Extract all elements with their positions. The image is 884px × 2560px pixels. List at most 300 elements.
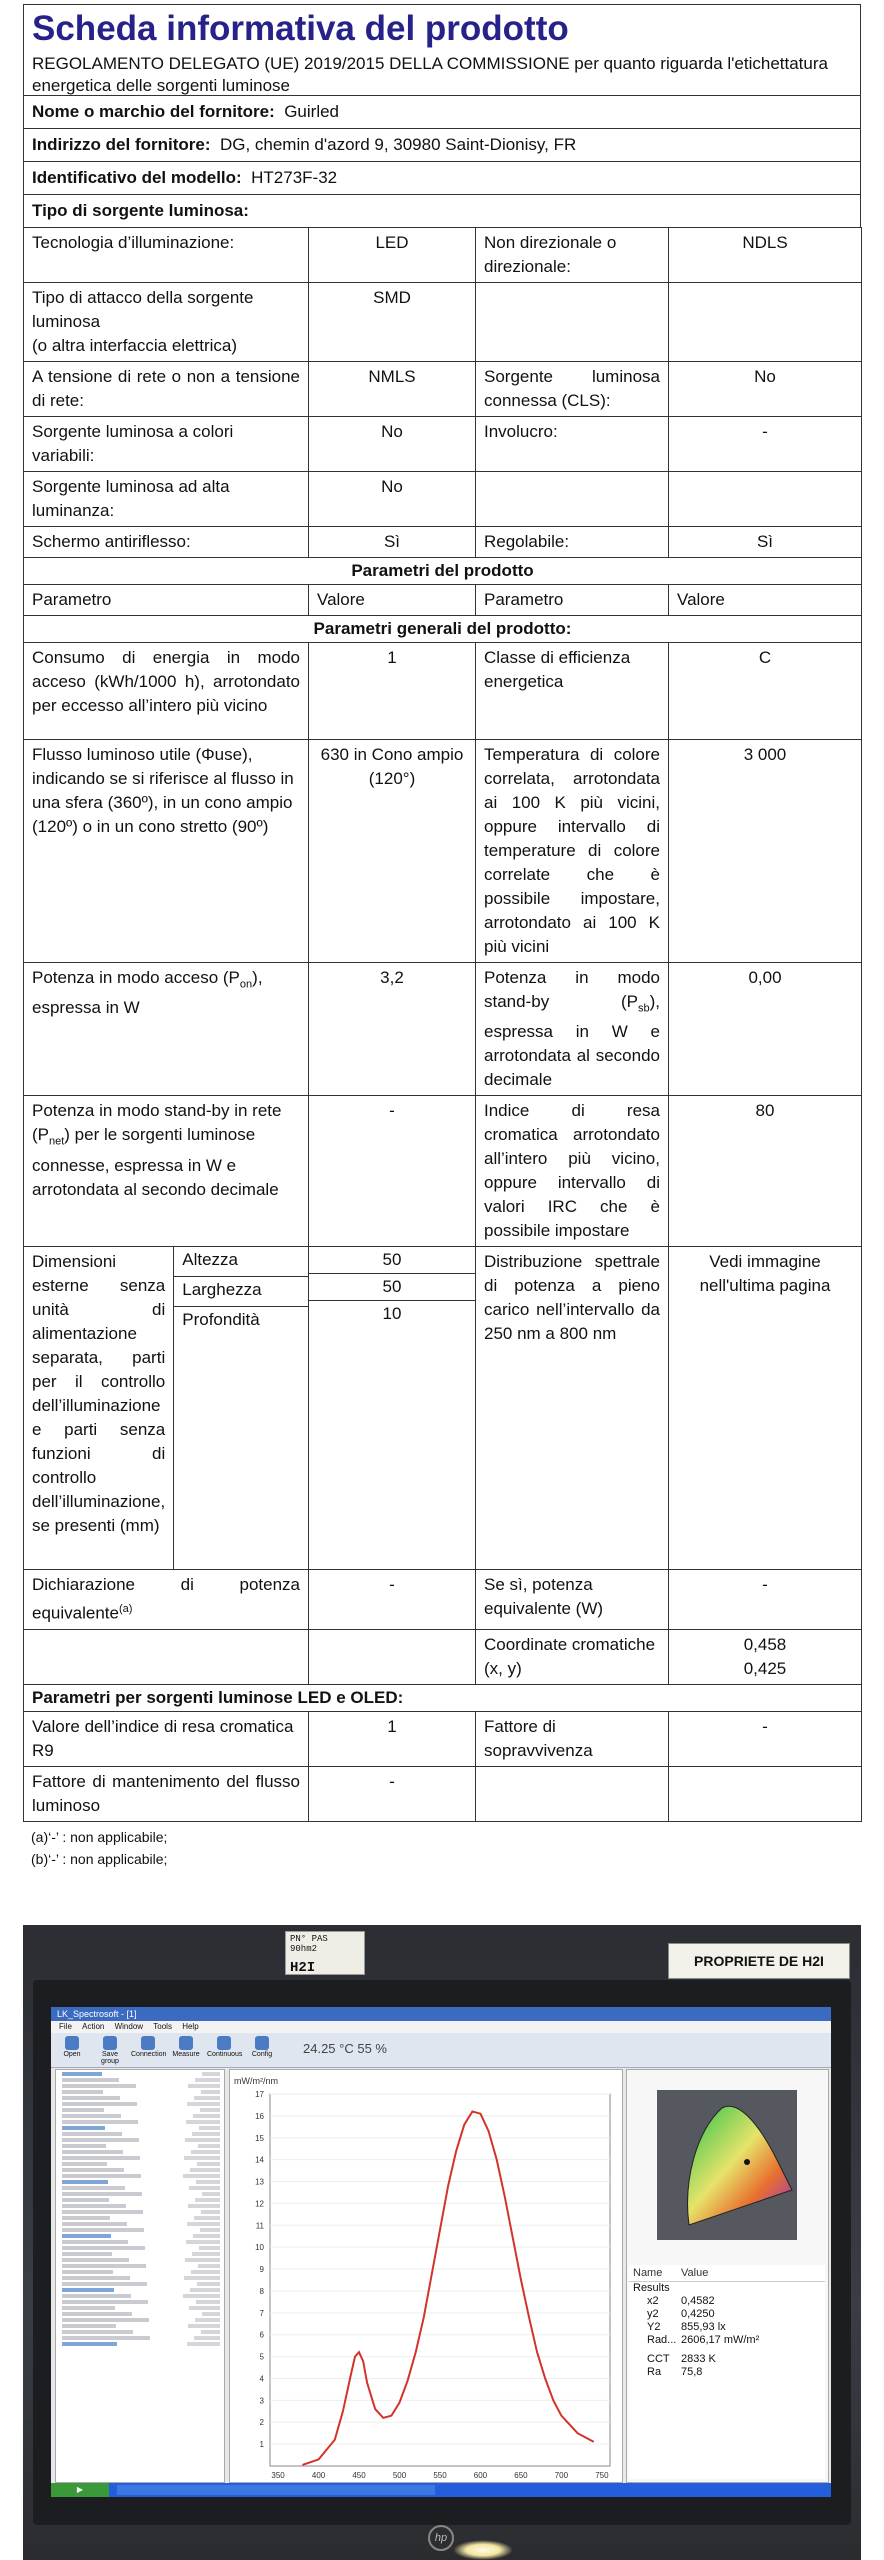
result-row (629, 2334, 825, 2347)
table-row (24, 1570, 862, 1630)
table-row (24, 1712, 862, 1767)
mains-value: NMLS (309, 362, 476, 417)
tree-row[interactable] (56, 2244, 224, 2250)
y-tick-label: 2 (259, 2418, 264, 2428)
x-tick-label: 600 (473, 2471, 488, 2480)
nondir-label: Non direzionale o direzionale: (476, 228, 669, 283)
x-tick-label: 500 (392, 2471, 407, 2480)
width-label: Larghezza (174, 1277, 308, 1307)
pnet-sub: net (49, 1135, 65, 1148)
result-name: y2 (647, 2308, 659, 2320)
tree-row-value (189, 2306, 220, 2310)
result-value: 855,93 lx (681, 2321, 726, 2333)
tree-row-value (184, 2156, 220, 2160)
tree-row-label (62, 2270, 113, 2274)
result-value: 2833 K (681, 2353, 716, 2365)
y-tick-label: 3 (259, 2396, 264, 2406)
model-row (23, 161, 861, 194)
measure-label: Measure (172, 2051, 200, 2058)
table-row (24, 616, 862, 643)
class-label: Classe di efficienza energetica (476, 643, 669, 740)
tree-row-label (62, 2234, 111, 2238)
results-group-label: Results (633, 2282, 670, 2294)
tree-row[interactable] (56, 2280, 224, 2286)
result-name: Ra (647, 2366, 662, 2378)
table-row (24, 585, 862, 616)
tree-row-value (200, 2228, 220, 2232)
chroma-values (669, 1630, 862, 1685)
tree-row-value (185, 2138, 220, 2142)
taskbar-item[interactable] (329, 2485, 435, 2495)
y-tick-label: 11 (255, 2221, 264, 2231)
connection-label: Connection (131, 2051, 167, 2058)
dims-inner-table (24, 1247, 308, 1569)
result-value: 2606,17 mW/m² (681, 2334, 760, 2346)
tree-row-label (62, 2252, 112, 2256)
open-button[interactable] (55, 2036, 89, 2064)
tree-row-value (195, 2318, 220, 2322)
empty-cell (669, 283, 862, 362)
tree-row-value (194, 2096, 220, 2100)
tree-row-value (186, 2240, 220, 2244)
width-value: 50 (309, 1274, 475, 1301)
tree-row-value (198, 2144, 220, 2148)
hp-logo: hp (428, 2525, 454, 2551)
table-row (24, 558, 862, 585)
y-tick-label: 8 (259, 2286, 264, 2296)
survival-label: Fattore di sopravvivenza (476, 1712, 669, 1767)
pnet-value: - (309, 1096, 476, 1247)
tree-row-label (62, 2324, 116, 2328)
result-name: CCT (647, 2353, 670, 2365)
tree-row-label (62, 2258, 129, 2262)
table-row (24, 417, 862, 472)
table-row (24, 228, 862, 283)
tree-row-value (187, 2222, 220, 2226)
open-label: Open (63, 2051, 81, 2058)
tree-row-label (62, 2132, 122, 2136)
mains-label: A tensione di rete o non a tensione di rete: (24, 362, 309, 417)
tree-row-label (62, 2186, 125, 2190)
tree-row-value (195, 2198, 220, 2202)
pnet-label-b: ) per le sorgenti luminose connesse, espressa in W e arrotondata al secondo decimale (32, 1125, 279, 1199)
tree-row-value (187, 2342, 220, 2346)
spec-table (23, 227, 862, 1822)
y-tick-label: 17 (255, 2090, 264, 2099)
tree-row-value (190, 2168, 220, 2172)
table-row (24, 963, 862, 1096)
footnotes (23, 1822, 861, 1870)
flux-value: 630 in Cono ampio (120°) (309, 740, 476, 963)
selected-results (629, 2265, 825, 2479)
light-glare (453, 2540, 513, 2560)
chroma-x: 0,458 (743, 1635, 787, 1655)
sticker-big-text: H2I (290, 1960, 316, 1976)
save-icon (103, 2036, 117, 2050)
cap-value: SMD (309, 283, 476, 362)
dims-cell (24, 1247, 309, 1570)
tree-row-label (62, 2120, 138, 2124)
measure-icon (179, 2036, 193, 2050)
config-button[interactable] (245, 2036, 279, 2064)
tree-row-label (62, 2288, 114, 2292)
tree-row-label (62, 2216, 110, 2220)
table-row (24, 472, 862, 527)
cie-diagram (627, 2070, 828, 2260)
spd-value: Vedi immagine nell'ultima pagina (669, 1247, 862, 1570)
tree-row-value (187, 2102, 220, 2106)
results-header-value: Value (681, 2267, 709, 2279)
tree-row-label (62, 2114, 121, 2118)
tree-row-value (202, 2312, 220, 2316)
x-tick-label: 650 (514, 2471, 528, 2480)
cap-label-note: (o altra interfaccia elettrica) (32, 336, 238, 355)
tree-row-label (62, 2156, 140, 2160)
tree-row-label (62, 2090, 103, 2094)
tree-row-label (62, 2078, 119, 2082)
table-row (24, 740, 862, 963)
y-axis-label: mW/m²/nm (234, 2076, 278, 2086)
table-row (24, 1767, 862, 1822)
tree-row-value (193, 2114, 220, 2118)
temperature-humidity-readout: 24.25 °C 55 % (303, 2041, 387, 2056)
pon-cell (24, 963, 309, 1096)
dims-values-table (309, 1247, 475, 1563)
y-tick-label: 13 (255, 2177, 264, 2187)
cap-cell (24, 283, 309, 362)
tree-row-label (62, 2180, 108, 2184)
tree-row-value (192, 2132, 220, 2136)
connection-button[interactable] (131, 2036, 165, 2064)
connection-icon (141, 2036, 155, 2050)
tree-row-label (62, 2126, 105, 2130)
general-params-heading: Parametri generali del prodotto: (24, 616, 862, 643)
model-label: Identificativo del modello: (32, 168, 242, 187)
y-tick-label: 1 (259, 2440, 264, 2450)
tree-row-label (62, 2318, 149, 2322)
highlum-label: Sorgente luminosa ad alta luminanza: (24, 472, 309, 527)
tech-value: LED (309, 228, 476, 283)
result-row (629, 2295, 825, 2308)
r9-value: 1 (309, 1712, 476, 1767)
cap-label: Tipo di attacco della sorgente luminosa (32, 288, 254, 331)
continuous-icon (217, 2036, 231, 2050)
result-value: 75,8 (681, 2366, 703, 2378)
pnet-cell (24, 1096, 309, 1247)
continuous-label: Continuous (207, 2051, 243, 2058)
result-name: x2 (647, 2295, 659, 2307)
sticker-top-text: PN° PAS 90hm2 (290, 1934, 328, 1954)
sheet-header (23, 4, 861, 95)
tech-label: Tecnologia d’illuminazione: (24, 228, 309, 283)
table-row (24, 1096, 862, 1247)
menu-window[interactable]: Window (114, 2022, 144, 2031)
height-value: 50 (309, 1247, 475, 1274)
equiv-label: Dichiarazione di potenza equivalente (32, 1575, 300, 1624)
taskbar-item[interactable] (223, 2485, 329, 2495)
tree-row-value (185, 2258, 220, 2262)
menu-action[interactable]: Action (82, 2022, 105, 2031)
depth-label: Profondità (182, 1310, 260, 1330)
tree-row-value (202, 2072, 220, 2076)
energy-value: 1 (309, 643, 476, 740)
envelope-value: - (669, 417, 862, 472)
pnet-label-a: Potenza in modo stand-by in rete (P (32, 1101, 282, 1145)
psb-label-a: Potenza in modo stand-by (P (484, 968, 660, 1011)
tree-row-value (202, 2192, 220, 2196)
tree-row-label (62, 2246, 145, 2250)
supplier-address-value: DG, chemin d'azord 9, 30980 Saint-Dionisy, FR (219, 135, 577, 154)
type-heading: Tipo di sorgente luminosa: (32, 201, 249, 220)
empty-cell (476, 472, 669, 527)
x-tick-label: 750 (595, 2471, 609, 2480)
tree-row-label (62, 2306, 115, 2310)
config-icon (255, 2036, 269, 2050)
tree-row-value (201, 2090, 220, 2094)
window-title: LK_Spectrosoft - [1] (51, 2007, 831, 2021)
property-tag: PROPRIETE DE H2I (668, 1943, 850, 1979)
empty-cell (24, 1630, 309, 1685)
survival-value: - (669, 1712, 862, 1767)
glare-label: Schermo antiriflesso: (24, 527, 309, 558)
empty-cell (476, 283, 669, 362)
y-tick-label: 4 (259, 2374, 264, 2384)
table-row (24, 1630, 862, 1685)
tree-row-label (62, 2264, 146, 2268)
save-group-label: Save group (101, 2051, 119, 2065)
col-value-header: Valore (669, 585, 862, 616)
equipment-sticker (285, 1931, 365, 1975)
y-tick-label: 16 (255, 2111, 264, 2121)
table-row (24, 362, 862, 417)
y-tick-label: 14 (255, 2155, 264, 2165)
tree-row-label (62, 2300, 148, 2304)
x-tick-label: 550 (433, 2471, 447, 2480)
highlum-value: No (309, 472, 476, 527)
x-tick-label: 700 (554, 2471, 569, 2480)
tree-row-label (62, 2072, 102, 2076)
col-param-header: Parametro (476, 585, 669, 616)
type-heading-row (23, 194, 861, 227)
menu-help[interactable]: Help (182, 2022, 199, 2031)
cri-value: 80 (669, 1096, 862, 1247)
tree-row-value (192, 2252, 220, 2256)
supplier-name-label: Nome o marchio del fornitore: (32, 102, 275, 121)
pon-label-b: ), espressa in W (32, 968, 263, 1018)
menu-file[interactable]: File (59, 2022, 72, 2031)
tree-row-value (183, 2294, 220, 2298)
footnote-a: (a)‘-’ : non applicabile; (31, 1829, 168, 1846)
save-group-button[interactable] (93, 2036, 127, 2064)
tree-row[interactable] (56, 2316, 224, 2322)
result-value: 0,4250 (681, 2308, 715, 2320)
table-row (24, 527, 862, 558)
x-tick-label: 450 (352, 2471, 366, 2480)
tree-row-value (197, 2162, 220, 2166)
start-button[interactable]: ▶ (51, 2483, 109, 2497)
chroma-y: 0,425 (743, 1659, 787, 1679)
laptop-screen (51, 2007, 831, 2497)
tree-row-label (62, 2138, 139, 2142)
cct-value: 3 000 (669, 740, 862, 963)
tree-row-value (191, 2270, 220, 2274)
result-row (629, 2353, 825, 2366)
chroma-label: Coordinate cromatiche (x, y) (476, 1630, 669, 1685)
tree-row-label (62, 2294, 131, 2298)
tree-row-value (186, 2120, 220, 2124)
col-value-header: Valore (309, 585, 476, 616)
result-name: Rad... (647, 2334, 677, 2346)
menu-bar (51, 2021, 831, 2033)
tree-row-value (184, 2276, 220, 2280)
tree-row-label (62, 2210, 143, 2214)
product-params-heading: Parametri del prodotto (24, 558, 862, 585)
y-tick-label: 15 (255, 2133, 264, 2143)
equiv-value: - (309, 1570, 476, 1630)
dim-label: Regolabile: (476, 527, 669, 558)
tree-row-value (196, 2180, 220, 2184)
envelope-label: Involucro: (476, 417, 669, 472)
class-value: C (669, 643, 862, 740)
continuous-button[interactable] (207, 2036, 241, 2064)
results-group[interactable] (629, 2282, 825, 2295)
maint-value: - (309, 1767, 476, 1822)
regulation-subtitle: REGOLAMENTO DELEGATO (UE) 2019/2015 DELLA COMMISSIONE per quanto riguarda l'etichettatura energetica delle sorgenti luminose (32, 54, 828, 95)
equiv-w-value: - (669, 1570, 862, 1630)
color-value: No (309, 417, 476, 472)
equiv-w-label: Se sì, potenza equivalente (W) (476, 1570, 669, 1630)
energy-label: Consumo di energia in modo acceso (kWh/1000 h), arrotondato per eccesso all’intero più vicino (24, 643, 309, 740)
tree-row-value (197, 2282, 220, 2286)
flux-label: Flusso luminoso utile (Φuse), indicando se si riferisce al flusso in una sfera (360º), in un cono ampio (120º) o in un cono stretto (90º) (24, 740, 309, 963)
led-params-heading: Parametri per sorgenti luminose LED e OLED: (24, 1685, 862, 1712)
tree-row-value (199, 2126, 220, 2130)
tree-row-label (62, 2096, 120, 2100)
spectrum-chart (230, 2070, 622, 2482)
tree-row-value (190, 2288, 220, 2292)
tree-row[interactable] (56, 2334, 224, 2340)
toolbar (51, 2033, 831, 2068)
tree-row-value (188, 2084, 220, 2088)
tree-row-label (62, 2336, 150, 2340)
tree-row-label (62, 2144, 106, 2148)
supplier-address-label: Indirizzo del fornitore: (32, 135, 211, 154)
tree-row-value (183, 2174, 220, 2178)
tree-row-label (62, 2204, 126, 2208)
supplier-name-row (23, 95, 861, 128)
pon-value: 3,2 (309, 963, 476, 1096)
tree-row-value (194, 2216, 220, 2220)
empty-cell (669, 1767, 862, 1822)
tree-row-value (200, 2108, 220, 2112)
sheet-title: Scheda informativa del prodotto (32, 9, 569, 48)
tree-row-label (62, 2330, 133, 2334)
x-tick-label: 400 (311, 2471, 326, 2480)
tree-row-label (62, 2342, 117, 2346)
pon-label-a: Potenza in modo acceso (P (32, 968, 240, 987)
measure-button[interactable] (169, 2036, 203, 2064)
psb-label-b: ), espressa in W e arrotondata al secondo decimale (484, 992, 660, 1090)
supplier-name-value: Guirled (284, 102, 340, 121)
footnote-b: (b)‘-’ : non applicabile; (31, 1851, 168, 1868)
tree-row[interactable] (56, 2262, 224, 2268)
y-tick-label: 5 (259, 2352, 264, 2362)
equiv-cell (24, 1570, 309, 1630)
result-name: Y2 (647, 2321, 661, 2333)
tree-row-value (196, 2300, 220, 2304)
y-tick-label: 6 (259, 2330, 264, 2340)
equiv-sup: (a) (118, 1603, 133, 1616)
dims-values-cell (309, 1247, 476, 1570)
tree-row-value (188, 2324, 220, 2328)
results-header-name: Name (633, 2267, 663, 2279)
tree-row[interactable] (56, 2298, 224, 2304)
folder-icon (65, 2036, 79, 2050)
glare-value: Sì (309, 527, 476, 558)
tree-row[interactable] (56, 2172, 224, 2178)
tree-row-value (195, 2078, 220, 2082)
tree-row-value (193, 2234, 220, 2238)
cls-label: Sorgente luminosa connessa (CLS): (476, 362, 669, 417)
y-tick-label: 10 (255, 2243, 264, 2253)
tree-row-label (62, 2222, 127, 2226)
spd-label: Distribuzione spettrale di potenza a pieno carico nell’intervallo da 250 nm a 800 nm (476, 1247, 669, 1570)
model-value: HT273F-32 (251, 168, 338, 187)
tree-row[interactable] (56, 2340, 224, 2346)
table-row (24, 1247, 862, 1570)
empty-cell (669, 472, 862, 527)
tree-row-label (62, 2102, 137, 2106)
config-label: Config (251, 2051, 273, 2058)
tree-row-label (62, 2174, 141, 2178)
tree-row-value (188, 2204, 220, 2208)
pon-sub: on (239, 978, 253, 991)
result-row (629, 2366, 825, 2379)
x-tick-label: 350 (271, 2471, 285, 2480)
supplier-address-row (23, 128, 861, 161)
table-row (24, 643, 862, 740)
empty-cell (309, 1630, 476, 1685)
nondir-value: NDLS (669, 228, 862, 283)
r9-label: Valore dell’indice di resa cromatica R9 (24, 1712, 309, 1767)
y-tick-label: 12 (255, 2199, 264, 2209)
cls-value: No (669, 362, 862, 417)
table-row (24, 283, 862, 362)
tree-row-label (62, 2240, 128, 2244)
height-label: Altezza (174, 1247, 308, 1276)
tree-row-value (191, 2150, 220, 2154)
results-tree-panel (55, 2069, 225, 2483)
table-row (24, 1685, 862, 1712)
tree-row-label (62, 2312, 132, 2316)
results-header (629, 2265, 825, 2282)
tree-row-label (62, 2228, 144, 2232)
tree-row-label (62, 2198, 109, 2202)
psb-value: 0,00 (669, 963, 862, 1096)
tree-row-value (194, 2336, 220, 2340)
tree-row-label (62, 2162, 107, 2166)
product-sheet (23, 4, 861, 1870)
menu-tools[interactable]: Tools (153, 2022, 172, 2031)
tree-row-label (62, 2084, 136, 2088)
y-tick-label: 9 (259, 2265, 264, 2275)
tree-row-value (198, 2264, 220, 2268)
dims-label: Dimensioni esterne senza unità di alimentazione separata, parti per il controllo dell’illuminazione e parti senza funzioni di controllo dell’illuminazione, se presenti (mm) (24, 1247, 174, 1569)
col-param-header: Parametro (24, 585, 309, 616)
tree-row-label (62, 2282, 147, 2286)
chromaticity-point (744, 2159, 750, 2165)
taskbar-item[interactable] (117, 2485, 223, 2495)
